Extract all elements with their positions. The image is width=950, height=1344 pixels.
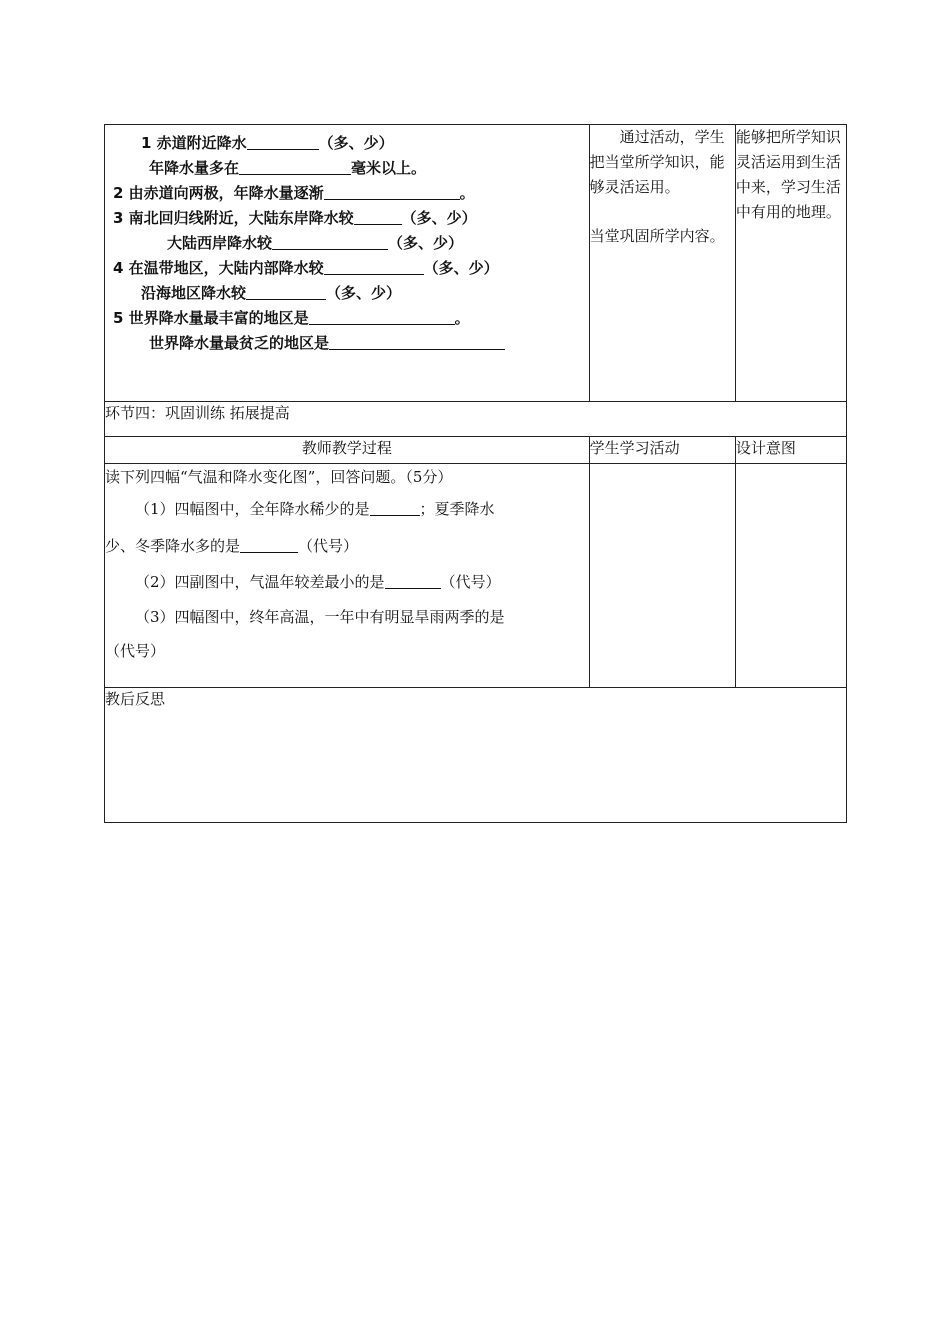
answer-blank[interactable] <box>309 308 455 325</box>
reflection-row <box>105 688 847 823</box>
answer-blank[interactable] <box>385 574 441 589</box>
exercise-row <box>105 125 847 402</box>
section-title-row <box>105 402 847 437</box>
answer-blank[interactable] <box>240 538 298 553</box>
answer-blank[interactable] <box>324 258 424 275</box>
exercise-row-2 <box>105 464 847 688</box>
question-3a: 3 南北回归线附近，大陆东岸降水较 （多、少） <box>113 209 477 227</box>
question-5a: 5 世界降水量最丰富的地区是 。 <box>113 309 470 327</box>
reflection-title: 教后反思 <box>105 688 847 823</box>
question-1a: （1）四幅图中，全年降水稀少的是 ；夏季降水 <box>135 500 495 518</box>
answer-blank[interactable] <box>272 233 388 250</box>
question-1a: 1 赤道附近降水 （多、少） <box>141 134 394 152</box>
intent-text: 能够把所学知识灵活运用到生活中来，学习生活中有用的地理。 <box>735 128 841 221</box>
question-1b: 少、冬季降水多的是 （代号） <box>105 537 359 555</box>
answer-blank[interactable] <box>246 283 326 300</box>
header-student: 学生学习活动 <box>589 437 735 464</box>
question-1b: 年降水量多在 毫米以上。 <box>149 159 427 177</box>
section-title: 环节四：巩固训练 拓展提高 <box>105 402 847 437</box>
answer-blank[interactable] <box>247 133 319 150</box>
question-3b: （代号） <box>105 642 166 660</box>
lesson-plan-table <box>104 124 847 823</box>
question-5b: 世界降水量最贫乏的地区是 <box>113 331 581 356</box>
activity-text: 通过活动，学生把当堂所学知识，能够灵活运用。 <box>589 128 725 196</box>
question-3b: 大陆西岸降水较 （多、少） <box>167 234 464 252</box>
question-4a: 4 在温带地区，大陆内部降水较 （多、少） <box>113 259 499 277</box>
answer-blank[interactable] <box>239 158 351 175</box>
question-2: 2 由赤道向两极，年降水量逐渐 。 <box>113 184 475 202</box>
intro-text: 读下列四幅“气温和降水变化图”，回答问题。（5分） <box>105 468 453 486</box>
answer-blank[interactable] <box>329 333 505 350</box>
student-activity-empty <box>589 464 735 688</box>
answer-blank[interactable] <box>324 183 460 200</box>
design-intent-cell <box>735 125 846 402</box>
design-intent-empty <box>735 464 846 688</box>
column-header-row <box>105 437 847 464</box>
chart-questions-cell <box>105 464 590 688</box>
answer-blank[interactable] <box>370 501 420 516</box>
header-teacher: 教师教学过程 <box>105 437 590 464</box>
header-intent: 设计意图 <box>735 437 846 464</box>
exercise-questions-cell <box>105 125 590 402</box>
question-4b: 沿海地区降水较 （多、少） <box>141 284 402 302</box>
question-3a: （3）四幅图中，终年高温，一年中有明显旱雨两季的是 <box>135 608 505 626</box>
student-activity-cell <box>589 125 735 402</box>
answer-blank[interactable] <box>354 208 402 225</box>
activity-text: 当堂巩固所学内容。 <box>589 227 725 245</box>
question-2: （2）四副图中，气温年较差最小的是 （代号） <box>135 573 501 591</box>
